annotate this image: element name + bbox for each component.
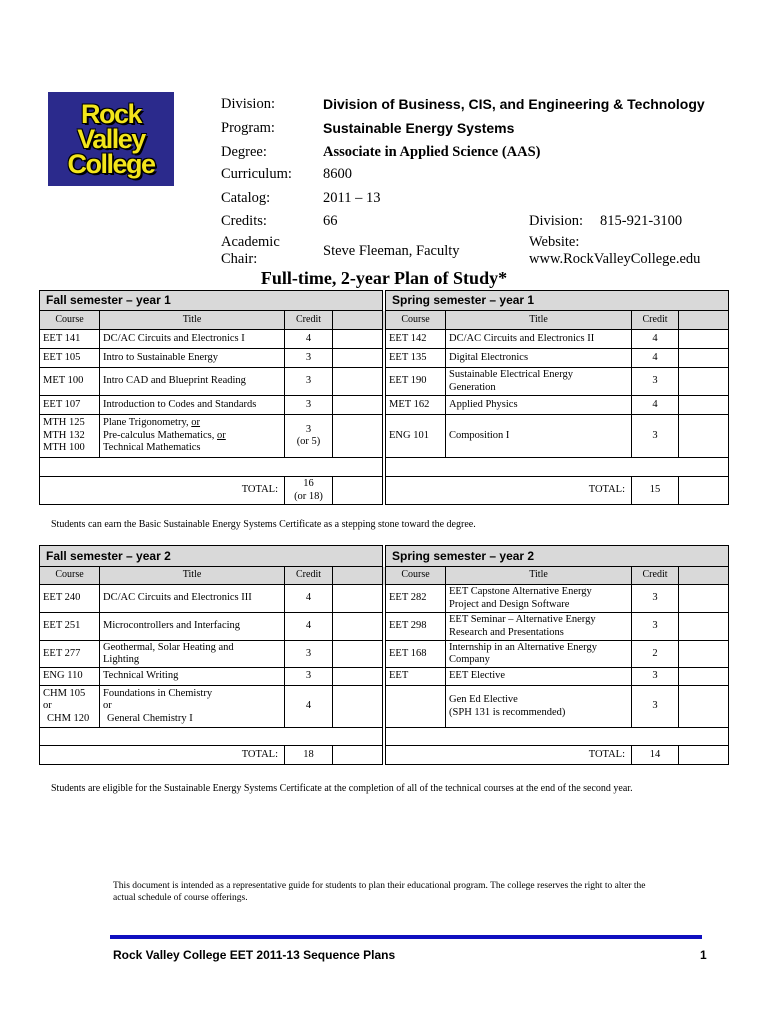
catalog-value: 2011 – 13 <box>323 190 381 206</box>
course-code: EET 105 <box>40 349 100 368</box>
course-title <box>100 686 285 728</box>
spring-year2-title: Spring semester – year 2 <box>386 546 729 567</box>
empty-cell <box>333 368 383 396</box>
course-title <box>446 368 632 396</box>
total-label: TOTAL: <box>40 746 285 765</box>
course-credit: 3 <box>285 396 333 415</box>
empty-cell <box>679 330 729 349</box>
table-row <box>40 668 729 686</box>
course-title-line: General Chemistry I <box>107 712 193 724</box>
course-code: EET <box>386 668 446 686</box>
empty-cell <box>333 585 383 613</box>
course-title <box>446 613 632 641</box>
course-title-line: Company <box>449 654 490 665</box>
empty-cell <box>679 349 729 368</box>
blank-header <box>679 567 729 585</box>
spring-year1-total: 15 <box>632 477 679 505</box>
total-row <box>40 477 729 505</box>
or-text: or <box>191 417 201 429</box>
column-headers <box>40 567 729 585</box>
course-title-line: Technical Mathematics <box>103 442 201 454</box>
course-title-line: Internship in an Alternative Energy <box>449 641 597 653</box>
empty-cell <box>679 668 729 686</box>
course-credit: 4 <box>285 330 333 349</box>
empty-cell <box>333 330 383 349</box>
course-title: Technical Writing <box>100 668 285 686</box>
course-code: EET 142 <box>386 330 446 349</box>
empty-cell <box>386 458 729 477</box>
logo-word-1: Rock <box>80 98 142 129</box>
total-label: TOTAL: <box>40 477 285 505</box>
course-code <box>40 686 100 728</box>
course-header: Course <box>386 567 446 585</box>
course-title-line: Generation <box>449 381 496 393</box>
footer-title: Rock Valley College EET 2011-13 Sequence Plans <box>113 948 396 962</box>
course-title-line: Sustainable Electrical Energy <box>449 369 574 380</box>
plan-title: Full-time, 2-year Plan of Study* <box>260 268 508 288</box>
course-credit: 3 <box>632 668 679 686</box>
course-code: EET 141 <box>40 330 100 349</box>
table-row <box>40 641 729 668</box>
footer-rule <box>110 935 702 939</box>
spring-year1-title: Spring semester – year 1 <box>386 291 729 311</box>
course-code: EET 298 <box>386 613 446 641</box>
course-code: EET 107 <box>40 396 100 415</box>
catalog-label: Catalog: <box>221 190 271 206</box>
course-title-line: Research and Presentations <box>449 626 564 638</box>
empty-cell <box>333 668 383 686</box>
course-credit: 4 <box>285 686 333 728</box>
or-text: or <box>217 429 226 441</box>
course-header: Course <box>386 311 446 330</box>
course-credit: 3 <box>285 368 333 396</box>
course-code-line: MTH 125 <box>43 417 85 429</box>
degree-label: Degree: <box>221 144 267 160</box>
course-title-line: (SPH 131 is recommended) <box>449 706 566 718</box>
credit-header: Credit <box>285 311 333 330</box>
table-row <box>40 349 729 368</box>
course-title: Intro CAD and Blueprint Reading <box>100 368 285 396</box>
empty-cell <box>333 686 383 728</box>
empty-cell <box>40 728 383 746</box>
year1-semester-headers <box>40 291 729 311</box>
empty-cell <box>679 415 729 458</box>
total-label: TOTAL: <box>386 477 632 505</box>
total-line: 16 <box>303 478 314 489</box>
course-code: ENG 101 <box>386 415 446 458</box>
empty-cell <box>333 613 383 641</box>
empty-cell <box>679 686 729 728</box>
course-code-line: MTH 100 <box>43 442 85 454</box>
chair-label-line1: Academic <box>221 234 280 250</box>
course-title-line: Geothermal, Solar Heating and <box>103 641 234 653</box>
course-title: EET Elective <box>446 668 632 686</box>
degree-value: Associate in Applied Science (AAS) <box>323 144 541 160</box>
course-code-line: or <box>43 700 52 712</box>
table-row <box>40 613 729 641</box>
empty-cell <box>679 477 729 505</box>
division-phone-label: Division: <box>529 213 583 229</box>
total-label: TOTAL: <box>386 746 632 765</box>
division-value: Division of Business, CIS, and Engineering & Technology <box>323 96 705 112</box>
course-credit: 3 <box>632 415 679 458</box>
course-credit: 3 <box>632 585 679 613</box>
course-title-line: or <box>103 700 112 712</box>
course-title: DC/AC Circuits and Electronics III <box>100 585 285 613</box>
credit-line: (or 5) <box>296 436 321 447</box>
course-title-line: Lighting <box>103 654 140 665</box>
course-title: DC/AC Circuits and Electronics II <box>446 330 632 349</box>
course-title-text: Plane Trigonometry, <box>103 417 189 429</box>
course-title <box>100 415 285 458</box>
empty-cell <box>679 396 729 415</box>
fall-year1-title: Fall semester – year 1 <box>40 291 383 311</box>
division-phone-value: 815-921-3100 <box>600 213 683 229</box>
curriculum-value: 8600 <box>323 166 352 182</box>
course-credit: 4 <box>285 585 333 613</box>
blank-row <box>40 458 729 477</box>
empty-cell <box>679 641 729 668</box>
program-label: Program: <box>221 120 275 136</box>
title-header: Title <box>100 567 285 585</box>
empty-cell <box>679 613 729 641</box>
course-credit <box>285 415 333 458</box>
table-row <box>40 396 729 415</box>
total-row <box>40 746 729 765</box>
chair-label-line2: Chair: <box>221 251 258 267</box>
course-title-text: Pre-calculus Mathematics, <box>103 429 215 441</box>
college-logo <box>48 92 174 186</box>
course-code-line: CHM 105 <box>43 687 86 699</box>
website-link[interactable]: www.RockValleyCollege.edu <box>529 251 701 267</box>
empty-cell <box>40 458 383 477</box>
certificate-note-1: Students can earn the Basic Sustainable Energy Systems Certificate as a stepping stone toward the degree. <box>51 519 476 530</box>
title-header: Title <box>446 311 632 330</box>
program-value: Sustainable Energy Systems <box>323 120 515 136</box>
credit-header: Credit <box>632 567 679 585</box>
course-code: MET 100 <box>40 368 100 396</box>
course-title: Applied Physics <box>446 396 632 415</box>
course-title-line <box>103 430 281 443</box>
course-title <box>446 686 632 728</box>
course-header: Course <box>40 567 100 585</box>
credit-line: 3 <box>305 423 312 435</box>
course-code: EET 190 <box>386 368 446 396</box>
title-header: Title <box>446 567 632 585</box>
course-credit: 3 <box>632 686 679 728</box>
credits-value: 66 <box>323 213 338 229</box>
chair-value: Steve Fleeman, Faculty <box>323 243 460 259</box>
course-credit: 3 <box>285 641 333 668</box>
course-title: Introduction to Codes and Standards <box>100 396 285 415</box>
blank-header <box>333 567 383 585</box>
course-code <box>40 415 100 458</box>
certificate-note-2: Students are eligible for the Sustainable Energy Systems Certificate at the completion of all of the technical courses at the end of the second year. <box>51 783 633 794</box>
logo-word-2: Valley <box>77 123 145 154</box>
blank-header <box>679 311 729 330</box>
table-row <box>40 415 729 458</box>
year2-table <box>39 545 729 765</box>
course-code: EET 277 <box>40 641 100 668</box>
course-title-line: Foundations in Chemistry <box>103 687 213 699</box>
disclaimer: This document is intended as a representative guide for students to plan their educational program. The college reserves the right to alter the actual schedule of course offerings. <box>113 881 646 903</box>
fall-year2-title: Fall semester – year 2 <box>40 546 383 567</box>
course-title-line: Gen Ed Elective <box>449 694 518 705</box>
empty-cell <box>679 746 729 765</box>
fall-year1-total <box>285 477 333 505</box>
logo-word-3: College <box>67 148 155 179</box>
title-header: Title <box>100 311 285 330</box>
course-header: Course <box>40 311 100 330</box>
course-credit: 3 <box>285 668 333 686</box>
year1-table <box>39 290 729 505</box>
course-title-line: Project and Design Software <box>449 598 570 610</box>
course-credit: 4 <box>285 613 333 641</box>
course-credit: 4 <box>632 396 679 415</box>
course-code: EET 251 <box>40 613 100 641</box>
course-credit: 3 <box>632 368 679 396</box>
spring-year2-total: 14 <box>632 746 679 765</box>
course-title: DC/AC Circuits and Electronics I <box>100 330 285 349</box>
course-code: ENG 110 <box>40 668 100 686</box>
blank-row <box>40 728 729 746</box>
empty-cell <box>333 477 383 505</box>
course-code: EET 282 <box>386 585 446 613</box>
table-row <box>40 368 729 396</box>
course-title-line <box>103 417 281 430</box>
course-code-line: MTH 132 <box>43 429 85 441</box>
course-title: Digital Electronics <box>446 349 632 368</box>
course-code: MET 162 <box>386 396 446 415</box>
total-line: (or 18) <box>294 490 323 502</box>
empty-cell <box>679 368 729 396</box>
empty-cell <box>333 415 383 458</box>
table-row <box>40 330 729 349</box>
year2-semester-headers <box>40 546 729 567</box>
empty-cell <box>386 728 729 746</box>
course-code: EET 240 <box>40 585 100 613</box>
course-credit: 3 <box>285 349 333 368</box>
empty-cell <box>679 585 729 613</box>
course-code <box>386 686 446 728</box>
course-credit: 4 <box>632 330 679 349</box>
course-credit: 2 <box>632 641 679 668</box>
table-row <box>40 585 729 613</box>
course-title <box>446 641 632 668</box>
curriculum-label: Curriculum: <box>221 166 292 182</box>
credit-header: Credit <box>285 567 333 585</box>
blank-header <box>333 311 383 330</box>
course-title: Intro to Sustainable Energy <box>100 349 285 368</box>
course-title <box>446 585 632 613</box>
course-code: EET 135 <box>386 349 446 368</box>
empty-cell <box>333 746 383 765</box>
course-title <box>100 641 285 668</box>
course-credit: 4 <box>632 349 679 368</box>
table-row <box>40 686 729 728</box>
course-title: Microcontrollers and Interfacing <box>100 613 285 641</box>
course-credit: 3 <box>632 613 679 641</box>
page-number: 1 <box>700 948 707 962</box>
fall-year2-total: 18 <box>285 746 333 765</box>
course-code-line: CHM 120 <box>47 712 90 724</box>
course-title-line: EET Seminar – Alternative Energy <box>449 614 596 625</box>
division-label: Division: <box>221 96 275 112</box>
credit-header: Credit <box>632 311 679 330</box>
empty-cell <box>333 641 383 668</box>
website-label: Website: <box>529 234 580 250</box>
empty-cell <box>333 349 383 368</box>
course-code: EET 168 <box>386 641 446 668</box>
empty-cell <box>333 396 383 415</box>
credits-label: Credits: <box>221 213 267 229</box>
column-headers <box>40 311 729 330</box>
course-title: Composition I <box>446 415 632 458</box>
course-title-line: EET Capstone Alternative Energy <box>449 586 592 597</box>
